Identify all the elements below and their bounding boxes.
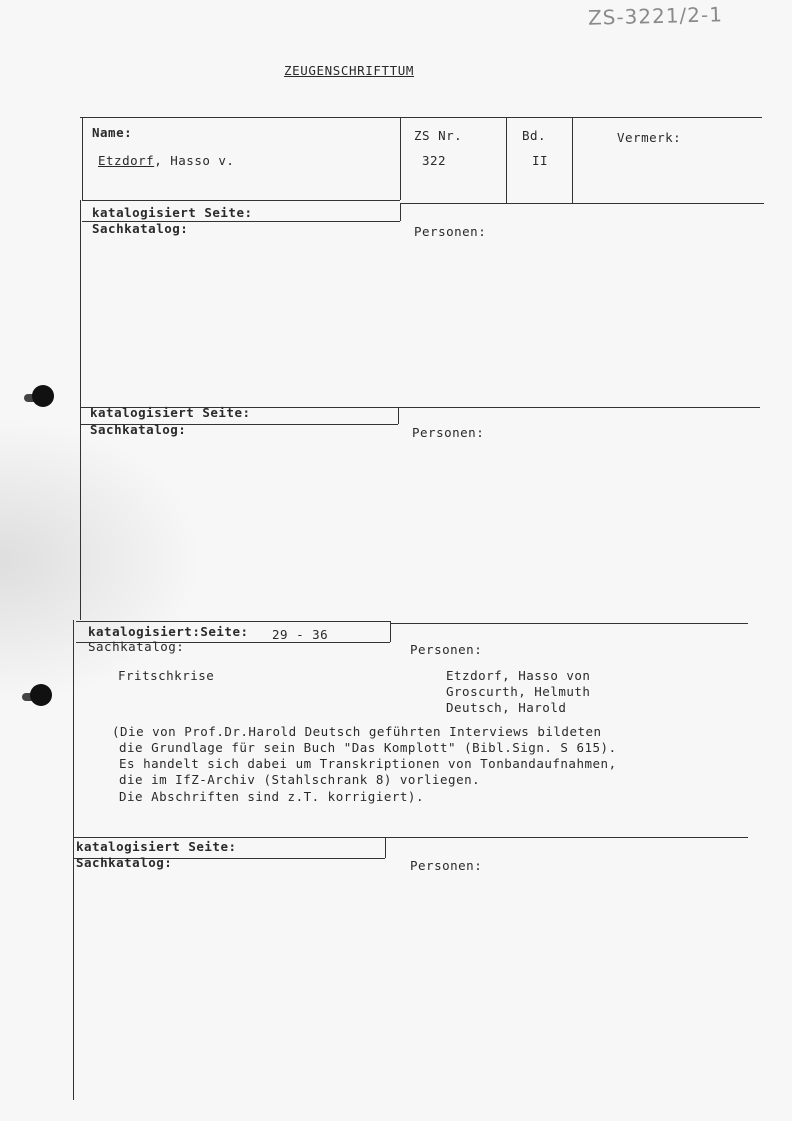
- bd-value: II: [532, 153, 549, 168]
- section-4-sachkatalog-label: Sachkatalog:: [76, 855, 173, 870]
- section-3-katalog-end: [390, 621, 391, 642]
- name-value: [98, 153, 234, 168]
- header-bottom-rule-right: [400, 203, 764, 204]
- left-margin-rule-upper: [80, 200, 81, 620]
- zs-label: ZS Nr.: [414, 128, 463, 143]
- header-bottom-rule-left: [82, 200, 400, 201]
- section-4-personen-label: Personen:: [410, 858, 483, 873]
- punch-hole-lower: [30, 684, 52, 706]
- section-3-note-line-5: Die Abschriften sind z.T. korrigiert).: [119, 789, 424, 804]
- section-1-sachkatalog-label: Sachkatalog:: [92, 221, 189, 236]
- section-3-personen-label: Personen:: [410, 642, 483, 657]
- name-label: Name:: [92, 125, 133, 140]
- section-1-katalog-end: [400, 203, 401, 221]
- section-3-sach-entry: Fritschkrise: [118, 668, 215, 683]
- section-3-top-rule-right: [390, 623, 748, 624]
- handwritten-reference: ZS-3221/2-1: [587, 2, 724, 30]
- header-divider-3: [572, 117, 573, 203]
- header-top-rule: [80, 117, 762, 118]
- section-1-personen-label: Personen:: [414, 224, 487, 239]
- left-margin-rule-lower: [73, 620, 74, 1100]
- section-1-katalog-label: katalogisiert Seite:: [92, 205, 253, 220]
- header-divider-1: [400, 117, 401, 200]
- section-3-note-line-2: die Grundlage für sein Buch "Das Komplott" (Bibl.Sign. S 615).: [119, 740, 617, 755]
- section-3-note-line-1: (Die von Prof.Dr.Harold Deutsch geführten Interviews bildeten: [112, 724, 602, 739]
- section-2-katalog-end: [398, 407, 399, 424]
- name-surname: Etzdorf: [98, 153, 155, 168]
- section-3-note-line-4: die im IfZ-Archiv (Stahlschrank 8) vorliegen.: [119, 772, 481, 787]
- section-2-sachkatalog-label: Sachkatalog:: [90, 422, 187, 437]
- header-divider-2: [506, 117, 507, 203]
- section-3-katalog-label: katalogisiert:Seite:: [88, 624, 249, 639]
- section-3-katalog-value: 29 - 36: [272, 627, 329, 642]
- zs-value: 322: [422, 153, 447, 168]
- section-4-katalog-label: katalogisiert Seite:: [76, 839, 237, 854]
- section-4-top-rule: [73, 837, 748, 838]
- document-title: ZEUGENSCHRIFTTUM: [284, 63, 415, 78]
- bd-label: Bd.: [522, 128, 547, 143]
- section-3-person-2: Groscurth, Helmuth: [446, 684, 591, 699]
- section-2-personen-label: Personen:: [412, 425, 485, 440]
- section-3-person-3: Deutsch, Harold: [446, 700, 567, 715]
- section-3-person-1: Etzdorf, Hasso von: [446, 668, 591, 683]
- header-left-rule: [82, 117, 83, 200]
- punch-hole-upper: [32, 385, 54, 407]
- section-3-sachkatalog-label: Sachkatalog:: [88, 639, 185, 654]
- section-2-katalog-label: katalogisiert Seite:: [90, 405, 251, 420]
- vermerk-label: Vermerk:: [617, 130, 682, 145]
- section-4-katalog-end: [385, 837, 386, 858]
- section-3-note-line-3: Es handelt sich dabei um Transkriptionen von Tonbandaufnahmen,: [119, 756, 617, 771]
- name-given: , Hasso v.: [154, 153, 235, 168]
- section-3-top-rule-left: [76, 621, 390, 622]
